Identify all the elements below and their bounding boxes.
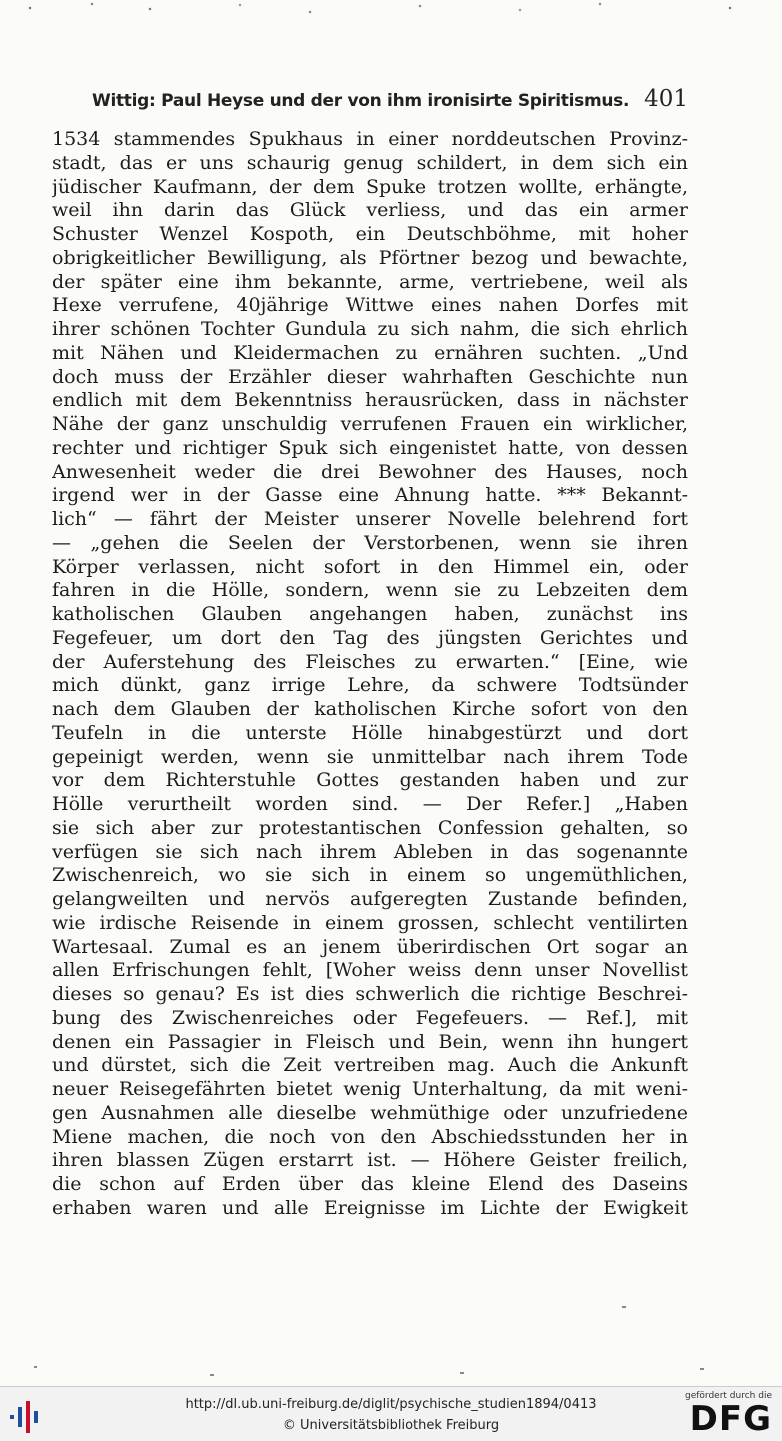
dfg-logo: DFG (689, 1399, 772, 1439)
text-line: endlich mit dem Bekenntniss herausrücken, dass in nächster (52, 389, 688, 412)
text-line: bung des Zwischenreiches oder Fegefeuers. — Ref.], mit (52, 1006, 688, 1029)
text-line: der Auferstehung des Fleisches zu erwarten.“ [Eine, wie (52, 650, 688, 673)
text-line: rechter und richtiger Spuk sich eingenistet hatte, von dessen (52, 436, 688, 459)
text-line: doch muss der Erzähler dieser wahrhaften Geschichte nun (52, 365, 688, 388)
text-line: Nähe der ganz unschuldig verrufenen Frauen ein wirklicher, (52, 413, 688, 435)
scan-speck (210, 1374, 214, 1376)
text-line: 1534 stammendes Spukhaus in einer norddeutschen Provinz- (52, 128, 688, 150)
scan-speck (34, 1366, 37, 1368)
text-line: allen Erfrischungen fehlt, [Woher weiss denn unser Novellist (52, 959, 688, 982)
text-line: jüdischer Kaufmann, der dem Spuke trotzen wollte, erhängte, (52, 175, 688, 198)
text-line: ihren blassen Zügen erstarrt ist. — Höhere Geister freilich, (52, 1149, 688, 1172)
text-line: der später eine ihm bekannte, arme, vertriebene, weil als (52, 270, 688, 293)
text-line: Hexe verrufene, 40jährige Wittwe eines nahen Dorfes mit (52, 294, 688, 317)
text-line: Zwischenreich, wo sie sich in einem so ungemüthlichen, (52, 864, 688, 887)
text-line: und dürstet, sich die Zeit vertreiben mag. Auch die Ankunft (52, 1054, 688, 1077)
running-head (92, 86, 688, 116)
footer-bar (0, 1386, 782, 1441)
running-head-title: Wittig: Paul Heyse und der von ihm ironisirte Spiritismus. (92, 91, 630, 111)
text-line: gelangweilten und nervös aufgeregten Zustande befinden, (52, 888, 688, 910)
text-line: Anwesenheit weder die drei Bewohner des Hauses, noch (52, 460, 688, 483)
text-line: Körper verlassen, nicht sofort in den Himmel ein, oder (52, 555, 688, 578)
text-line: vor dem Richterstuhle Gottes gestanden haben und zur (52, 769, 688, 792)
text-line: Fegefeuer, um dort den Tag des jüngsten Gerichtes und (52, 626, 688, 649)
text-line: neuer Reisegefährten bietet wenig Unterhaltung, da mit weni- (52, 1078, 688, 1100)
text-line: lich“ — fährt der Meister unserer Novelle belehrend fort (52, 508, 688, 530)
scan-speck (460, 1372, 464, 1374)
text-line: die schon auf Erden über das kleine Elend des Daseins (52, 1173, 688, 1195)
text-line: Schuster Wenzel Kospoth, ein Deutschböhme, mit hoher (52, 223, 688, 245)
text-line: gepeinigt werden, wenn sie unmittelbar nach ihrem Tode (52, 745, 688, 768)
text-line: Teufeln in die unterste Hölle hinabgestürzt und dort (52, 721, 688, 744)
text-line: mich dünkt, ganz irrige Lehre, da schwere Todtsünder (52, 674, 688, 697)
text-line: wie irdische Reisende in einem grossen, schlecht ventilirten (52, 911, 688, 934)
source-url-link[interactable]: http://dl.ub.uni-freiburg.de/diglit/psychische_studien1894/0413 (185, 1397, 597, 1412)
scan-speck (700, 1368, 704, 1370)
text-line: — „gehen die Seelen der Verstorbenen, wenn sie ihren (52, 531, 688, 554)
scan-speck (622, 1306, 626, 1308)
text-line: Wartesaal. Zumal es an jenem überirdischen Ort sogar an (52, 935, 688, 958)
text-line: sie sich aber zur protestantischen Confession gehalten, so (52, 816, 688, 839)
text-line: weil ihn darin das Glück verliess, und das ein armer (52, 199, 688, 222)
text-line: Miene machen, die noch von den Abschiedsstunden her in (52, 1125, 688, 1148)
text-line: ihrer schönen Tochter Gundula zu sich nahm, die sich ehrlich (52, 318, 688, 340)
text-line: gen Ausnahmen alle dieselbe wehmüthige oder unzufriedene (52, 1101, 688, 1124)
text-line: nach dem Glauben der katholischen Kirche sofort von den (52, 698, 688, 720)
text-line: dieses so genau? Es ist dies schwerlich die richtige Beschrei- (52, 983, 688, 1005)
page-number: 401 (644, 86, 688, 112)
text-line: Hölle verurtheilt worden sind. — Der Refer.] „Haben (52, 793, 688, 815)
body-text (52, 128, 688, 1221)
text-line: mit Nähen und Kleidermachen zu ernähren suchten. „Und (52, 341, 688, 364)
text-line: denen ein Passagier in Fleisch und Bein, wenn ihn hungert (52, 1030, 688, 1053)
text-line: irgend wer in der Gasse eine Ahnung hatte. *** Bekannt- (52, 484, 688, 507)
dfg-caption: gefördert durch die (685, 1391, 772, 1401)
text-line: stadt, das er uns schaurig genug schildert, in dem sich ein (52, 151, 688, 174)
scan-specks (0, 0, 782, 26)
text-line: erhaben waren und alle Ereignisse im Lichte der Ewigkeit (52, 1196, 688, 1219)
text-line: verfügen sie sich nach ihrem Ableben in das sogenannte (52, 840, 688, 863)
text-line: obrigkeitlicher Bewilligung, als Pförtner bezog und bewachte, (52, 246, 688, 269)
text-line: katholischen Glauben angehangen haben, zunächst ins (52, 603, 688, 625)
copyright-notice: © Universitätsbibliothek Freiburg (282, 1418, 500, 1433)
text-line: fahren in die Hölle, sondern, wenn sie zu Lebzeiten dem (52, 579, 688, 602)
